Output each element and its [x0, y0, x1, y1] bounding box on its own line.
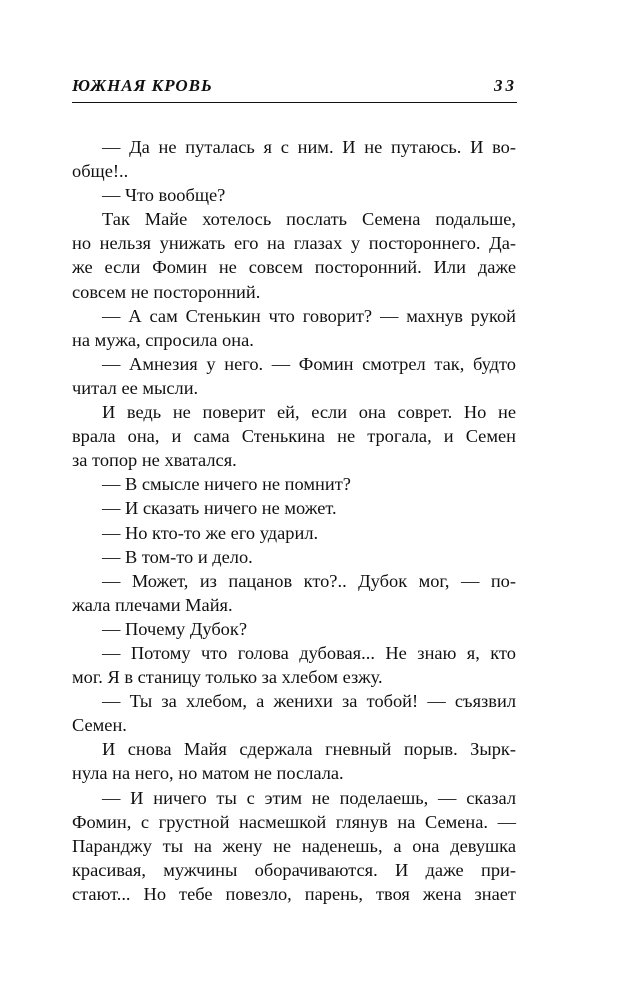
text-line: читал ее мысли.	[72, 377, 199, 398]
text-line: за топор не хватался.	[72, 450, 237, 471]
text-line: жала плечами Майя.	[72, 594, 233, 615]
page-number: 33	[494, 76, 517, 95]
text-line: — Что вообще?	[102, 185, 226, 206]
text-line: обще!..	[72, 161, 129, 182]
text-line: — Ты за хлебом, а женихи за тобой! — съязвил	[102, 691, 516, 712]
text-line: — И сказать ничего не может.	[102, 498, 337, 519]
text-line: же если Фомин не совсем посторонний. Или даже	[72, 257, 516, 278]
text-line: — Но кто-то же его ударил.	[102, 522, 319, 543]
text-line: совсем не посторонний.	[72, 281, 261, 302]
text-line: — Может, из пацанов кто?.. Дубок мог, — по-	[102, 570, 516, 591]
text-line: — В смысле ничего не помнит?	[102, 474, 351, 495]
text-line: нула на него, но матом не послала.	[72, 763, 344, 784]
text-line: Так Майе хотелось послать Семена подальше,	[102, 209, 516, 230]
text-line: — В том-то и дело.	[102, 546, 253, 567]
text-line: — Почему Дубок?	[102, 618, 247, 639]
running-head	[72, 76, 517, 102]
text-line: врала она, и сама Стенькина не трогала, и Семен	[72, 426, 516, 447]
text-line: — А сам Стенькин что говорит? — махнув рукой	[102, 305, 516, 326]
text-line: красивая, мужчины оборачиваются. И даже при-	[72, 859, 516, 880]
text-line: Паранджу ты на жену не наденешь, а она девушка	[72, 835, 516, 856]
text-line: — Потому что голова дубовая... Не знаю я, кто	[102, 642, 516, 663]
text-line: стают... Но тебе повезло, парень, твоя жена знает	[72, 883, 516, 904]
book-title: ЮЖНАЯ КРОВЬ	[72, 76, 213, 95]
text-line: на мужа, спросила она.	[72, 329, 254, 350]
text-line: но нельзя унижать его на глазах у постороннего. Да-	[72, 233, 516, 254]
text-line: Семен.	[72, 715, 127, 736]
text-line: — Амнезия у него. — Фомин смотрел так, будто	[102, 353, 516, 374]
text-line: — И ничего ты с этим не поделаешь, — сказал	[102, 787, 516, 808]
header-rule	[72, 102, 517, 103]
text-line: мог. Я в станицу только за хлебом езжу.	[72, 667, 383, 688]
text-line: — Да не путалась я с ним. И не путаюсь. И во-	[102, 137, 516, 157]
body-text	[72, 135, 516, 906]
text-line: Фомин, с грустной насмешкой глянув на Семена. —	[72, 811, 516, 832]
text-line: И снова Майя сдержала гневный порыв. Зырк-	[102, 739, 516, 760]
text-line: И ведь не поверит ей, если она соврет. Но не	[102, 402, 516, 423]
